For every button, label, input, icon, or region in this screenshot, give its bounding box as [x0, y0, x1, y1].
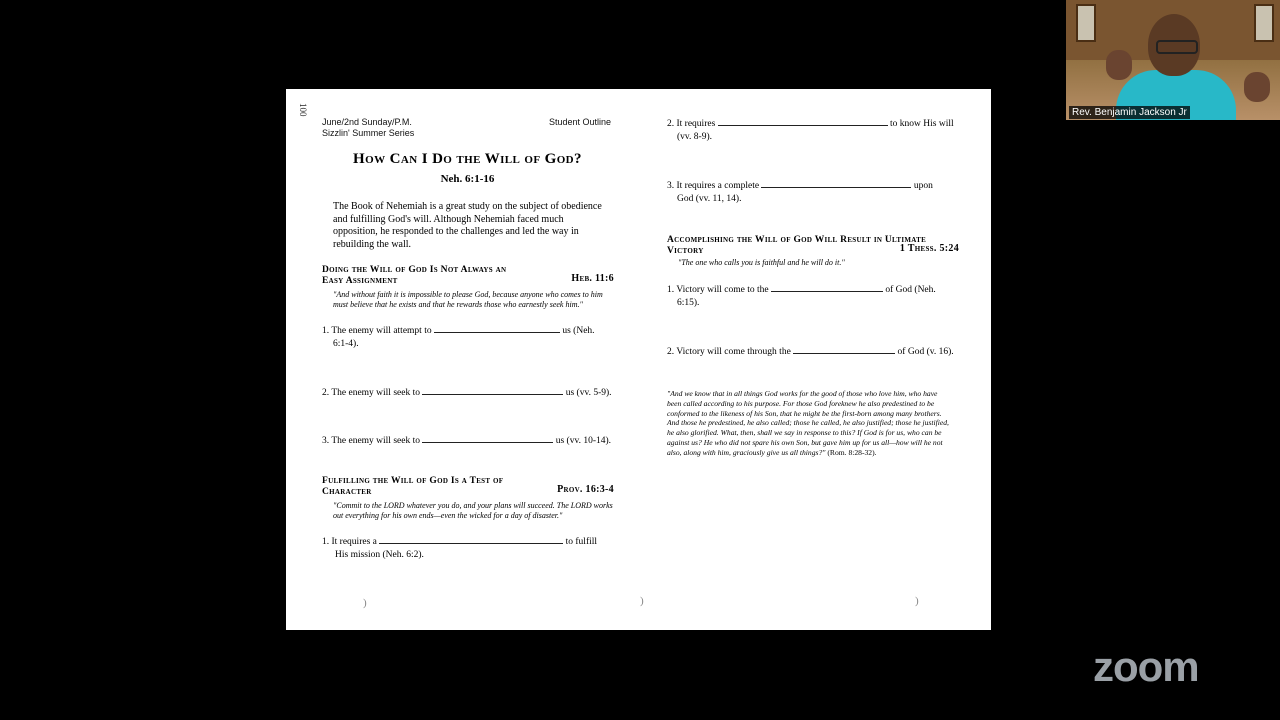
section3-item-2: 2. Victory will come through the of God (v. 16). [667, 344, 967, 359]
section3-ref: 1 Thess. 5:24 [899, 243, 959, 254]
scan-mark: ) [915, 595, 919, 607]
title-scripture-ref: Neh. 6:1-16 [440, 173, 495, 185]
fill-blank [434, 323, 560, 333]
fill-blank [422, 385, 563, 395]
section1-item-2: 2. The enemy will seek to us (vv. 5-9). [322, 385, 614, 400]
header-series: Sizzlin' Summer Series [322, 128, 415, 138]
intro-paragraph: The Book of Nehemiah is a great study on the subject of obedience and fulfilling God's will. Although Nehemiah faced much opposition, he responded to the challenges and led the way in rebuilding the wall. [333, 201, 602, 250]
header-date: June/2nd Sunday/P.M. [322, 117, 412, 127]
header-right: Student Outline [549, 117, 612, 127]
zoom-logo: zoom [1093, 643, 1199, 690]
section1-item-1: 1. The enemy will attempt to us (Neh. 6:1-4). [322, 323, 614, 351]
section3-quote: "The one who calls you is faithful and he will do it." [678, 258, 845, 267]
hand-icon [1106, 50, 1132, 80]
section2-heading: Fulfilling the Will of God Is a Test of Character Prov. 16:3-4 [322, 476, 614, 497]
page-number: 100 [298, 103, 308, 117]
section1-quote: "And without faith it is impossible to please God, because anyone who comes to him must believe that he exists and that he rewards those who earnestly seek him." [333, 290, 603, 309]
participant-name: Rev. Benjamin Jackson Jr [1069, 106, 1190, 119]
fill-blank [761, 178, 911, 188]
scan-mark: ) [363, 597, 367, 609]
section1-ref: Heb. 11:6 [571, 273, 614, 284]
shared-document [286, 89, 991, 630]
section1-item-3: 3. The enemy will seek to us (vv. 10-14). [322, 433, 614, 448]
closing-quote: "And we know that in all things God works for the good of those who love him, who have been called according to his purpose. For those God foreknew he also predestined to be conformed to the likeness of his Son, that he might be the first-born among many brothers. And those he predestined, he also called; those he called, he also justified; those he justified, he also glorified. What, then, shall we say in response to this? If God is for us, who can be against us? He who did not spare his own Son, but gave him up for us all—how will he not also, along with him, graciously give us all things?" (Rom. 8:28-32). [667, 389, 949, 457]
fill-blank [379, 534, 563, 544]
right-item-3: 3. It requires a complete upon God (vv. 11, 14). [667, 178, 967, 206]
section2-quote: "Commit to the LORD whatever you do, and your plans will succeed. The LORD works out everything for his own ends—even the wicked for a day of disaster." [333, 501, 613, 520]
section3-item-1: 1. Victory will come to the of God (Neh. 6:15). [667, 282, 967, 310]
right-item-2: 2. It requires to know His will (vv. 8-9). [667, 116, 967, 144]
fill-blank [718, 116, 888, 126]
header-left [322, 117, 414, 139]
page-title: How Can I Do the Will of God? [353, 151, 582, 167]
fill-blank [422, 433, 553, 443]
section2-ref: Prov. 16:3-4 [557, 484, 614, 495]
fill-blank [771, 282, 883, 292]
participant-video-tile[interactable] [1066, 0, 1280, 120]
hand-icon [1244, 72, 1270, 102]
fill-blank [793, 344, 895, 354]
section2-item-1: 1. It requires a to fulfill His mission (Neh. 6:2). [322, 534, 614, 562]
glasses-icon [1156, 40, 1198, 54]
scan-mark: ) [640, 595, 644, 607]
section3-heading: Accomplishing the Will of God Will Result in Ultimate Victory 1 Thess. 5:24 [667, 235, 959, 256]
section1-heading: Doing the Will of God Is Not Always an Easy Assignment Heb. 11:6 [322, 265, 614, 286]
